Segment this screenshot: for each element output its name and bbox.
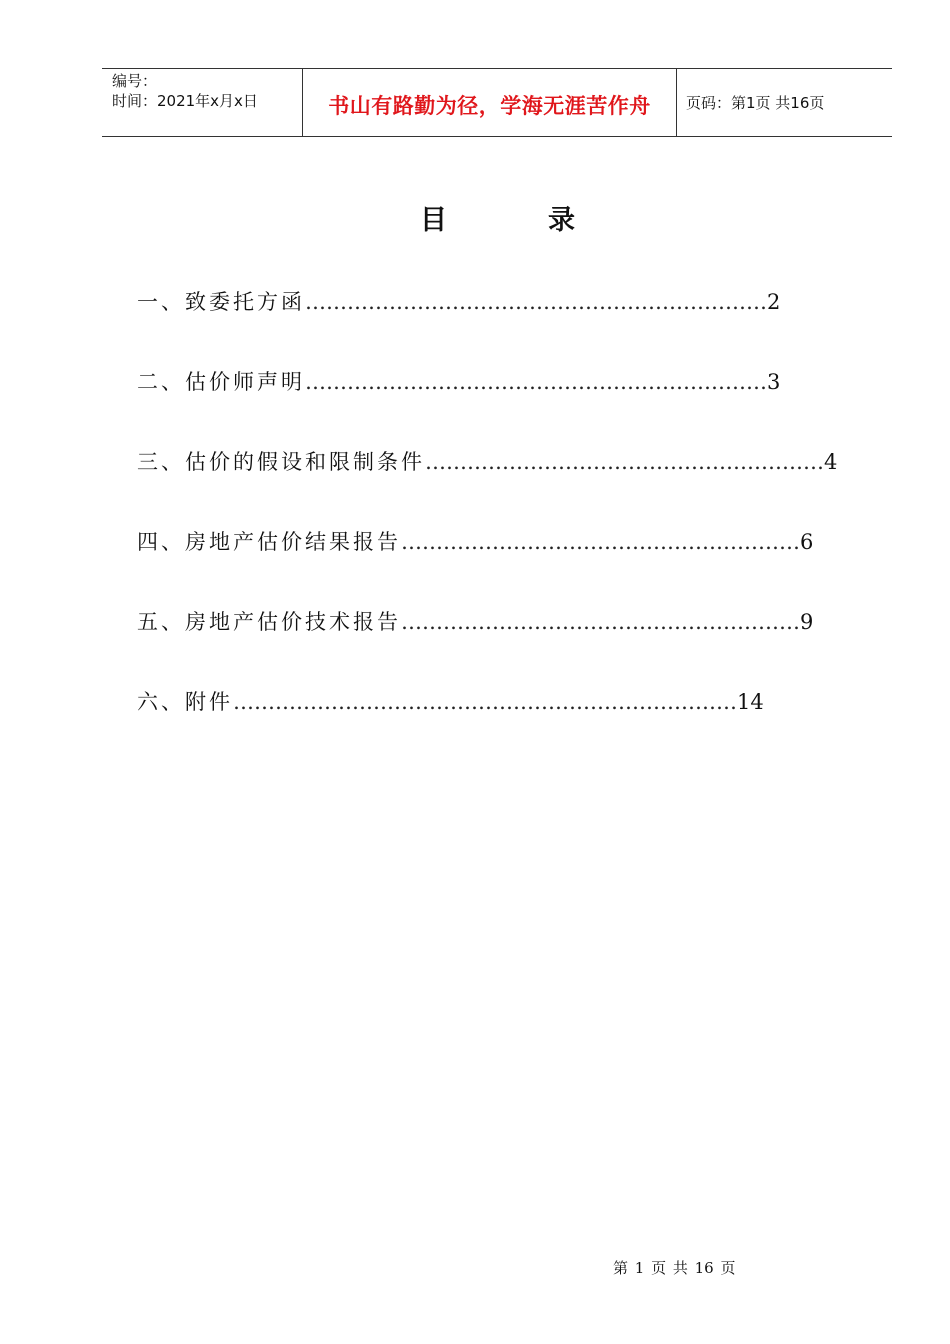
header-meta-cell	[102, 69, 303, 136]
toc-item-label: 四、房地产估价结果报告	[137, 530, 401, 554]
toc-item-leader: …………………………………………………	[425, 450, 824, 474]
toc-title	[0, 198, 950, 238]
page-info: 页码：第1页 共16页	[686, 94, 825, 112]
toc-item-page: 14	[737, 690, 764, 714]
toc-item-page: 9	[800, 610, 814, 634]
toc-item-label: 一、致委托方函	[137, 290, 305, 314]
toc-item-page: 4	[824, 450, 838, 474]
toc-item-page: 2	[767, 290, 781, 314]
toc-item-leader: ………………………………………………………………	[233, 690, 737, 714]
toc-item[interactable]	[137, 526, 817, 558]
toc-title-char-1: 目	[420, 205, 447, 236]
toc-item-leader: …………………………………………………	[401, 610, 800, 634]
toc-item-leader: …………………………………………………………	[305, 370, 767, 394]
header-motto-cell	[303, 69, 677, 136]
toc-item[interactable]	[137, 446, 838, 478]
toc-item-page: 6	[800, 530, 814, 554]
toc-item[interactable]	[137, 686, 817, 718]
toc-item-label: 五、房地产估价技术报告	[137, 610, 401, 634]
toc-item[interactable]	[137, 286, 817, 318]
toc-item-page: 3	[767, 370, 781, 394]
toc-item-leader: …………………………………………………	[401, 530, 800, 554]
toc-item-label: 三、估价的假设和限制条件	[137, 450, 425, 474]
document-header	[102, 68, 892, 137]
footer-page-number: 第 1 页 共 16 页	[613, 1259, 736, 1277]
toc-title-char-2: 录	[548, 205, 575, 236]
toc-item-label: 二、估价师声明	[137, 370, 305, 394]
code-label: 编号：	[112, 72, 158, 90]
toc-item[interactable]	[137, 606, 817, 638]
toc-item[interactable]	[137, 366, 817, 398]
motto-text: 书山有路勤为径，学海无涯苦作舟	[328, 93, 651, 118]
toc-item-leader: …………………………………………………………	[305, 290, 767, 314]
toc-item-label: 六、附件	[137, 690, 233, 714]
header-page-cell	[677, 69, 892, 136]
time-label: 时间：2021年x月x日	[112, 92, 258, 110]
